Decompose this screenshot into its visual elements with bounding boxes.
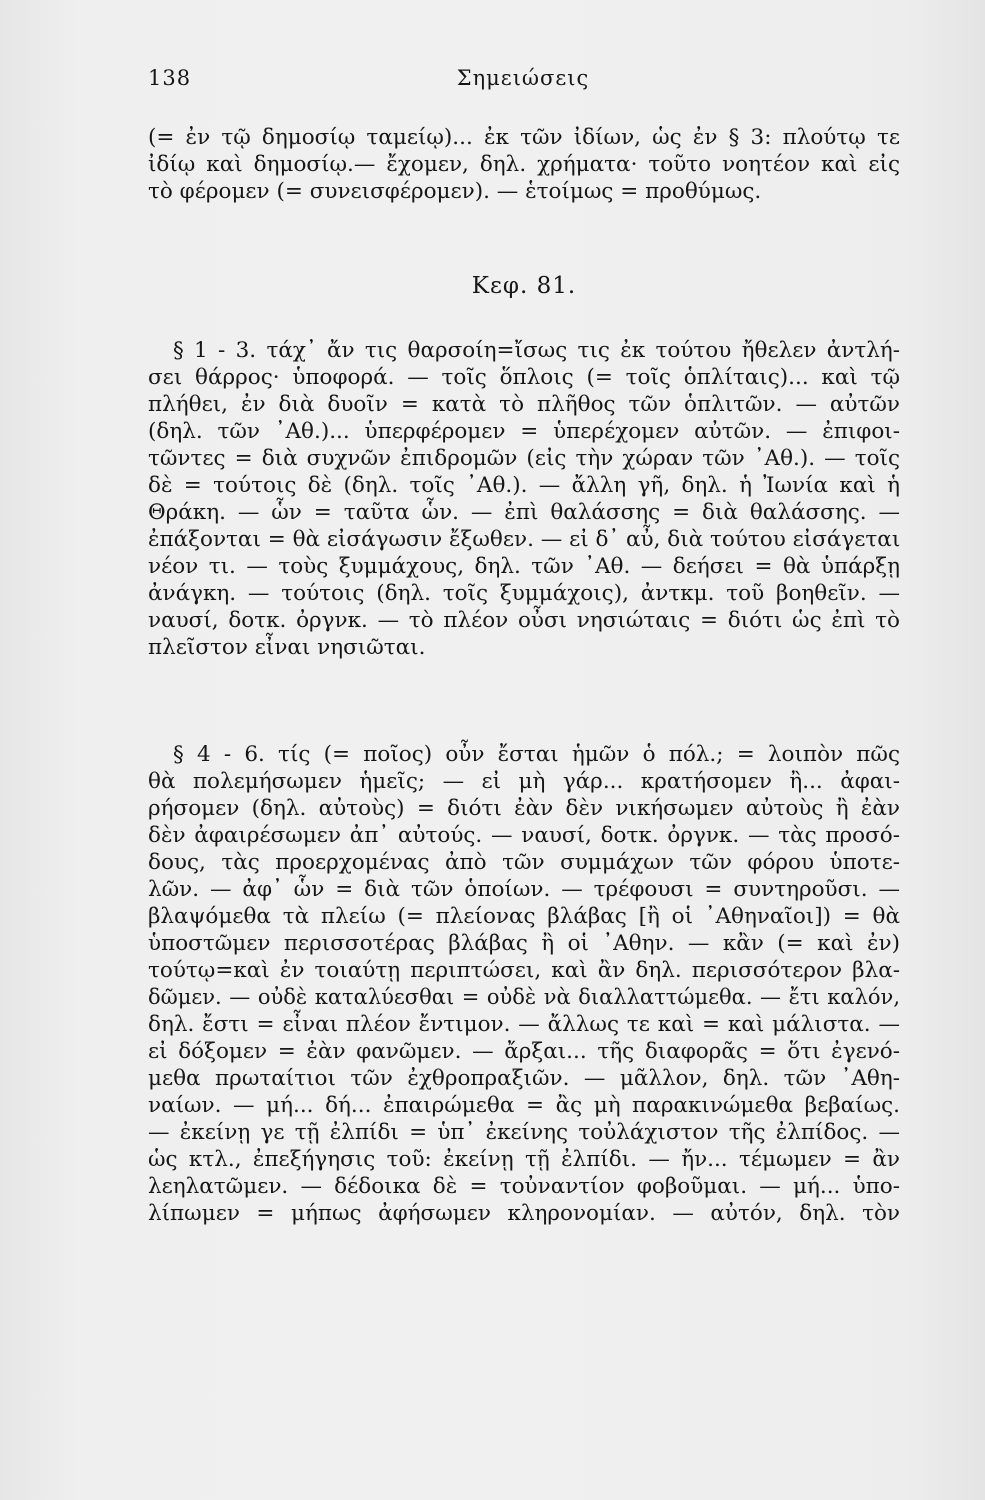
intro-paragraph [148, 124, 900, 205]
text-line: ναυσί, δοτκ. ὀργνκ. — τὸ πλέον οὖσι νησιώταις = διότι ὡς ἐπὶ τὸ [148, 608, 900, 633]
text-line: (δηλ. τῶν ᾿Αθ.)... ὑπερφέρομεν = ὑπερέχομεν αὐτῶν. — ἐπιφοι- [148, 419, 900, 444]
section-4-6-paragraph [148, 741, 900, 1227]
text-line: τὸ φέρομεν (= συνεισφέρομεν). — ἑτοίμως = προθύμως. [148, 179, 762, 204]
text-line: δὲν ἀφαιρέσωμεν ἀπ᾽ αὐτούς. — ναυσί, δοτκ. ὀργνκ. — τὰς προσό- [148, 823, 900, 848]
text-line: πλήθει, ἐν διὰ δυοῖν = κατὰ τὸ πλῆθος τῶν ὁπλιτῶν. — αὐτῶν [148, 392, 900, 417]
text-line: ὑποστῶμεν περισσοτέρας βλάβας ἢ οἱ ᾿Αθην. — κἂν (= καὶ ἐν) [148, 931, 900, 956]
text-line: σει θάρρος· ὑποφορά. — τοῖς ὅπλοις (= τοῖς ὁπλίταις)... καὶ τῷ [148, 365, 900, 390]
text-line: ναίων. — μή... δή... ἐπαιρώμεθα = ἂς μὴ παρακινώμεθα βεβαίως. [148, 1093, 900, 1118]
text-line: ἐπάξονται = θὰ εἰσάγωσιν ἔξωθεν. — εἰ δ᾽ αὖ, διὰ τούτου εἰσάγεται [148, 527, 901, 552]
section-1-3-paragraph [148, 337, 900, 661]
text-line: βλαψόμεθα τὰ πλείω (= πλείονας βλάβας [ἢ οἱ ᾿Αθηναῖοι]) = θὰ [148, 904, 900, 929]
text-line: εἰ δόξομεν = ἐὰν φανῶμεν. — ἄρξαι... τῆς διαφορᾶς = ὅτι ἐγενό- [148, 1039, 900, 1064]
text-line: θὰ πολεμήσωμεν ἡμεῖς; — εἰ μὴ γάρ... κρατήσομεν ἢ... ἀφαι- [148, 769, 900, 794]
text-line: τῶντες = διὰ συχνῶν ἐπιδρομῶν (εἰς τὴν χώραν τῶν ᾿Αθ.). — τοῖς [148, 446, 900, 471]
text-line: § 4 - 6. τίς (= ποῖος) οὖν ἔσται ἡμῶν ὁ πόλ.; = λοιπὸν πῶς [173, 742, 900, 767]
running-title: Σημειώσεις [456, 66, 590, 90]
text-line: λίπωμεν = μήπως ἀφήσωμεν κληρονομίαν. — αὐτόν, δηλ. τὸν [148, 1201, 900, 1226]
text-line: § 1 - 3. τάχ᾽ ἄν τις θαρσοίη=ἴσως τις ἐκ τούτου ἤθελεν ἀντλή- [173, 338, 900, 363]
text-line: δηλ. ἔστι = εἶναι πλέον ἔντιμον. — ἄλλως τε καὶ = καὶ μάλιστα. — [148, 1012, 900, 1037]
text-line: μεθα πρωταίτιοι τῶν ἐχθροπραξιῶν. — μᾶλλον, δηλ. τῶν ᾿Αθη- [148, 1066, 900, 1091]
text-line: ἀνάγκη. — τούτοις (δηλ. τοῖς ξυμμάχοις), ἀντκμ. τοῦ βοηθεῖν. — [148, 581, 900, 606]
text-line: Θράκη. — ὧν = ταῦτα ὧν. — ἐπὶ θαλάσσης = διὰ θαλάσσης. — [148, 500, 900, 525]
text-line: δῶμεν. — οὐδὲ καταλύεσθαι = οὐδὲ νὰ διαλλαττώμεθα. — ἔτι καλόν, [148, 985, 900, 1009]
text-line: ἰδίῳ καὶ δημοσίῳ.— ἔχομεν, δηλ. χρήματα· τοῦτο νοητέον καὶ εἰς [148, 152, 900, 177]
text-line: (= ἐν τῷ δημοσίῳ ταμείῳ)... ἐκ τῶν ἰδίων, ὡς ἐν § 3: πλούτῳ τε [148, 125, 900, 150]
text-line: λῶν. — ἀφ᾽ ὧν = διὰ τῶν ὁποίων. — τρέφουσι = συντηροῦσι. — [148, 877, 900, 902]
text-line: τούτῳ=καὶ ἐν τοιαύτῃ περιπτώσει, καὶ ἂν δηλ. περισσότερον βλα- [148, 958, 900, 983]
text-line: λεηλατῶμεν. — δέδοικα δὲ = τοὐναντίον φοβοῦμαι. — μή... ὑπο- [148, 1174, 900, 1199]
text-line: δὲ = τούτοις δὲ (δηλ. τοῖς ᾿Αθ.). — ἄλλη γῆ, δηλ. ἡ Ἰωνία καὶ ἡ [148, 473, 900, 498]
page-header [148, 66, 908, 96]
text-line: νέον τι. — τοὺς ξυμμάχους, δηλ. τῶν ᾿Αθ. — δεήσει = θὰ ὑπάρξῃ [148, 554, 900, 579]
text-line: — ἐκείνῃ γε τῇ ἐλπίδι = ὑπ᾽ ἐκείνης τοὐλάχιστον τῆς ἐλπίδος. — [148, 1120, 900, 1145]
text-line: ρήσομεν (δηλ. αὐτοὺς) = διότι ἐὰν δὲν νικήσωμεν αὐτοὺς ἢ ἐὰν [148, 796, 900, 821]
chapter-heading: Κεφ. 81. [471, 273, 577, 299]
text-line: πλεῖστον εἶναι νησιῶται. [148, 635, 426, 660]
text-line: ὡς κτλ., ἐπεξήγησις τοῦ: ἐκείνῃ τῇ ἐλπίδι. — ἤν... τέμωμεν = ἂν [148, 1147, 900, 1172]
page-number: 138 [148, 66, 192, 90]
text-line: δους, τὰς προερχομένας ἀπὸ τῶν συμμάχων τῶν φόρου ὑποτε- [148, 850, 900, 875]
